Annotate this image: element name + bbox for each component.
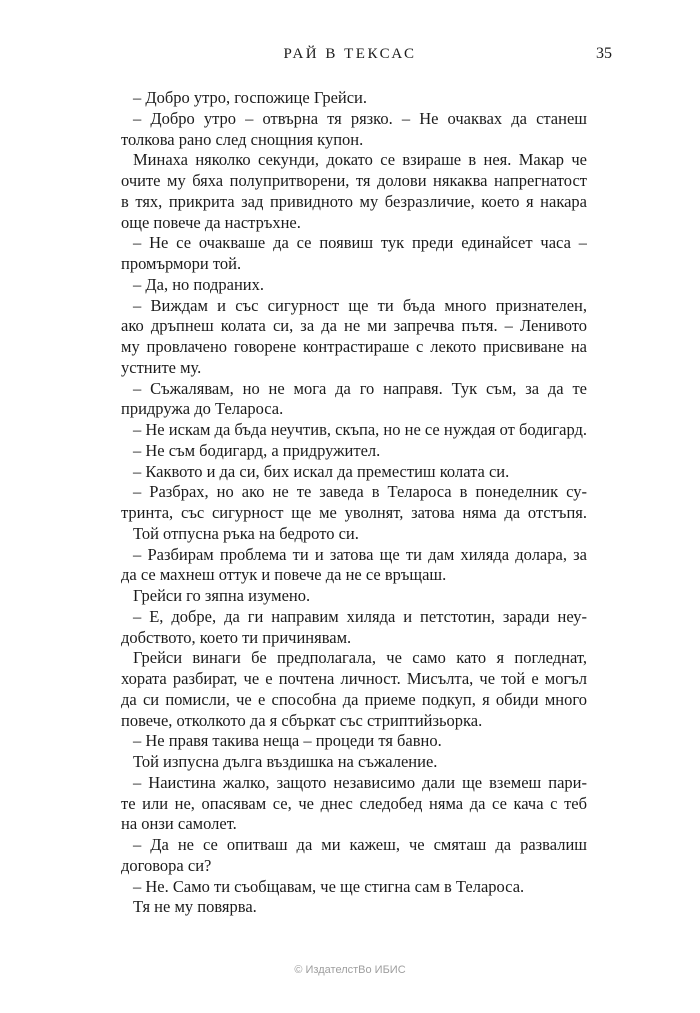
text-line: толкова рано след снощния купон. bbox=[121, 129, 364, 149]
text-line: – Каквото и да си, бих искал да преместиш колата си. bbox=[133, 461, 510, 481]
text-line: още повече да настръхне. bbox=[121, 212, 301, 232]
text-line: Той отпусна ръка на бедрото си. bbox=[133, 523, 359, 543]
text-line: договора си? bbox=[121, 855, 212, 875]
text-line: – Да не се опитваш да ми кажеш, че смяташ да развалиш bbox=[133, 835, 587, 854]
text-line: му провлачено говорене контрастираше с лекото присвиване на bbox=[121, 337, 587, 356]
text-line: да си помисли, че е способна да приеме подкуп, я обиди много bbox=[121, 689, 587, 709]
text-line: очите му бяха полупритворени, тя долови някаква напрегнатост bbox=[121, 171, 587, 190]
text-line: в тях, прикрита зад привидното му безразличие, което я накара bbox=[121, 191, 587, 211]
running-head bbox=[0, 42, 700, 66]
text-line: – Разбрах, но ако не те заведа в Телароса в понеделник су- bbox=[133, 482, 587, 502]
text-line: добството, което ти причинявам. bbox=[121, 627, 352, 647]
text-line: – Виждам и със сигурност ще ти бъда много признателен, bbox=[133, 295, 587, 315]
text-line: – Не се очакваше да се появиш тук преди единайсет часа – bbox=[133, 233, 587, 253]
running-title: РАЙ В ТЕКСАС bbox=[283, 46, 417, 62]
text-line: хората разбират, че е почтена личност. Мисълта, че той е могъл bbox=[121, 669, 587, 688]
text-line: Той изпусна дълга въздишка на съжаление. bbox=[133, 752, 438, 771]
page-number: 35 bbox=[596, 45, 612, 62]
text-line: Минаха няколко секунди, докато се взираше в нея. Макар че bbox=[133, 150, 587, 170]
text-line: устните му. bbox=[121, 357, 202, 377]
text-line: – Не. Само ти съобщавам, че ще стигна сам в Телароса. bbox=[133, 876, 525, 896]
text-line: промърмори той. bbox=[121, 254, 242, 273]
text-line: – Съжалявам, но не мога да го направя. Тук съм, за да те bbox=[133, 378, 587, 398]
text-line: – Разбирам проблема ти и затова ще ти дам хиляда долара, за bbox=[133, 544, 587, 564]
text-line: Грейси го зяпна изумено. bbox=[133, 586, 311, 605]
text-line: повече, отколкото да я сбъркат със стриптийзьорка. bbox=[121, 710, 483, 730]
text-line: придружа до Телароса. bbox=[121, 399, 284, 419]
publisher-watermark: © ИздателстВо ИБИС bbox=[294, 964, 406, 976]
text-line: – Не съм бодигард, а придружител. bbox=[133, 440, 381, 460]
text-line: – Не правя такива неща – процеди тя бавно. bbox=[133, 731, 442, 751]
text-line: да се махнеш оттук и повече да не се връщаш. bbox=[121, 565, 447, 585]
text-line: ако дръпнеш колата си, за да не ми запречва пътя. – Ленивото bbox=[121, 316, 587, 336]
text-line: – Наистина жалко, защото независимо дали ще вземеш пари- bbox=[133, 772, 587, 792]
text-line: те или не, опасявам се, че днес следобед няма да се кача с теб bbox=[121, 793, 587, 813]
text-line: – Не искам да бъда неучтив, скъпа, но не се нуждая от бодигард. bbox=[133, 420, 587, 439]
text-line: Грейси винаги бе предполагала, че само като я погледнат, bbox=[133, 648, 587, 668]
body-text bbox=[121, 88, 587, 918]
text-line: тринта, със сигурност ще ме уволнят, затова няма да отстъпя. bbox=[121, 503, 587, 522]
text-line: – Добро утро, госпожице Грейси. bbox=[133, 88, 368, 107]
text-line: Тя не му повярва. bbox=[133, 897, 257, 917]
text-line: – Добро утро – отвърна тя рязко. – Не очаквах да станеш bbox=[133, 108, 587, 128]
text-line: – Да, но подраних. bbox=[133, 274, 265, 294]
text-line: – Е, добре, да ги направим хиляда и петстотин, заради неу- bbox=[133, 606, 587, 626]
text-line: на онзи самолет. bbox=[121, 814, 237, 834]
